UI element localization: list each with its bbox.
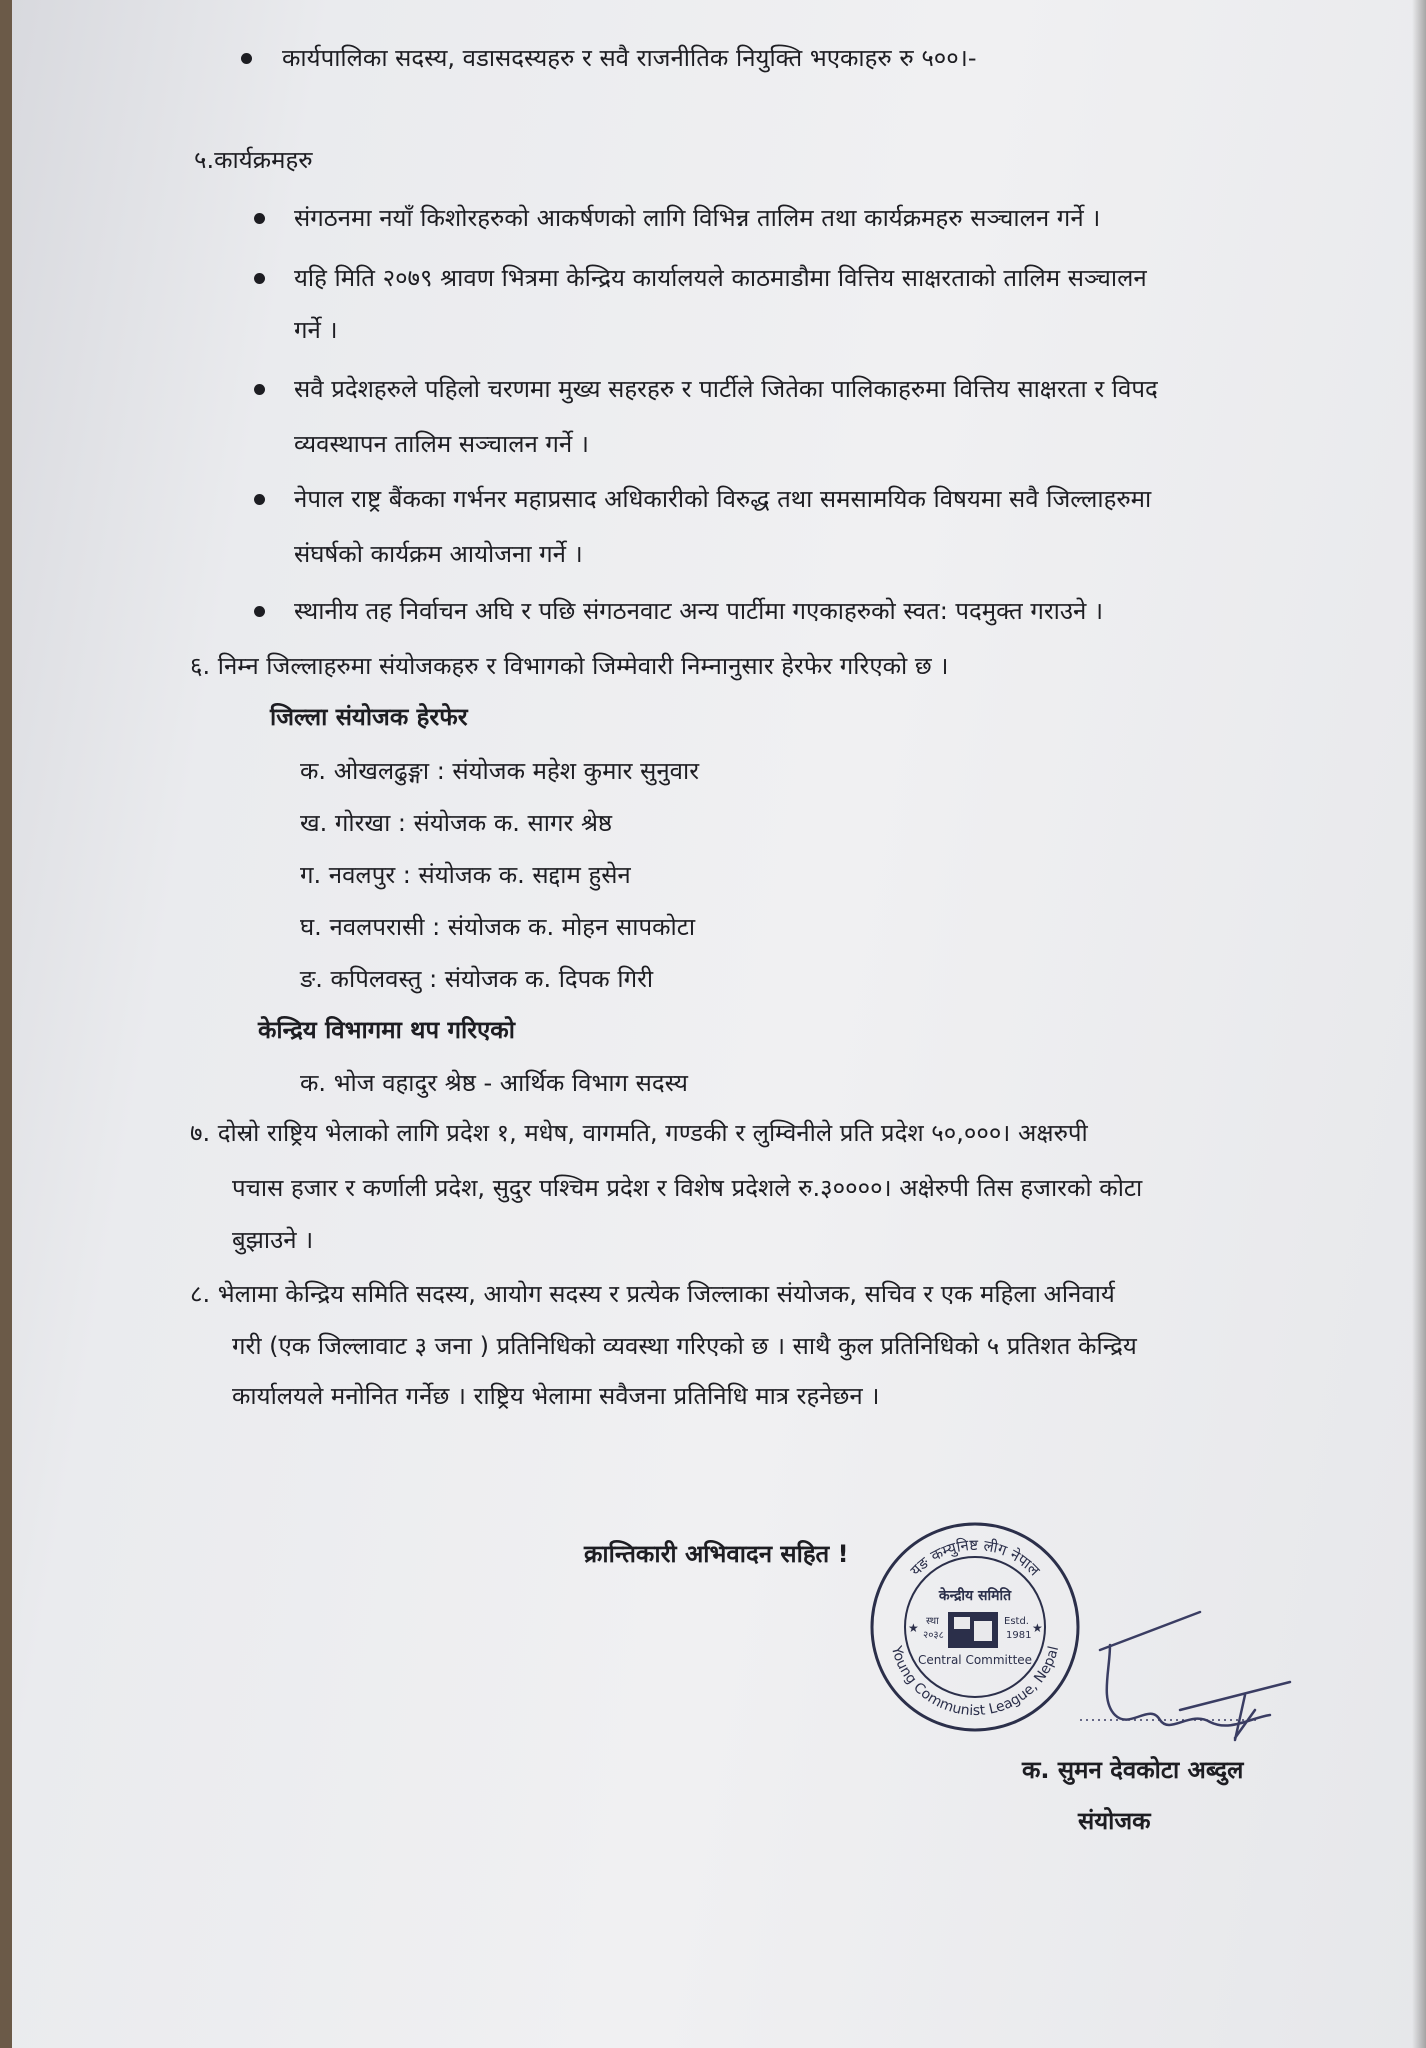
section-7-line-2: पचास हजार र कर्णाली प्रदेश, सुदुर पश्चिम प्रदेश र विशेष प्रदेशले रु.३००००। अक्षेरुपी तिस हजारको कोटा: [232, 1174, 1143, 1202]
signer-title: संयोजक: [1078, 1807, 1151, 1835]
seal-estd-en: Estd.: [1004, 1616, 1029, 1627]
section-6-heading: ६. निम्न जिल्लाहरुमा संयोजकहरु र विभागको जिम्मेवारी निम्नानुसार हेरफेर गरिएको छ ।: [190, 652, 949, 680]
bullet-icon: [254, 384, 265, 395]
district-item-3: ग. नवलपुर : संयोजक क. सद्दाम हुसेन: [300, 861, 631, 889]
bullet-icon: [254, 273, 265, 284]
seal-outer-text-top: यङ कम्युनिष्ट लीग नेपाल: [906, 1535, 1044, 1580]
seal-outer-text-bottom: Young Communist League, Nepal: [887, 1644, 1063, 1720]
section-7-line-1: ७. दोस्रो राष्ट्रिय भेलाको लागि प्रदेश १, मधेष, वागमति, गण्डकी र लुम्विनीले प्रति प्रदेश ५०,०००। अक्षरुपी: [190, 1119, 1088, 1147]
section-5-item-3-line-2: व्यवस्थापन तालिम सञ्चालन गर्ने ।: [294, 430, 589, 458]
seal-year-np: २०३८: [923, 1630, 944, 1641]
handwritten-signature: [1060, 1590, 1300, 1760]
bullet-icon: [254, 606, 265, 617]
section-7-line-3: बुझाउने ।: [232, 1226, 314, 1254]
section-5-item-5: स्थानीय तह निर्वाचन अघि र पछि संगठनवाट अन्य पार्टीमा गएकाहरुको स्वत: पदमुक्त गराउने ।: [294, 597, 1104, 625]
central-department-item-1: क. भोज वहादुर श्रेष्ठ - आर्थिक विभाग सदस्य: [300, 1069, 688, 1097]
seal-estd-np: स्था: [926, 1616, 939, 1627]
section-5-item-4-line-2: संघर्षको कार्यक्रम आयोजना गर्ने ।: [294, 540, 583, 568]
top-bullet-text: कार्यपालिका सदस्य, वडासदस्यहरु र सवै राजनीतिक नियुक्ति भएकाहरु रु ५००।-: [282, 44, 977, 72]
seal-year-en: 1981: [1006, 1630, 1032, 1641]
seal-inner-np: केन्द्रीय समिति: [938, 1588, 1012, 1604]
page-edge-shadow: [1412, 0, 1426, 2048]
section-5-heading: ५.कार्यक्रमहरु: [194, 146, 313, 174]
bullet-icon: [254, 494, 265, 505]
district-item-4: घ. नवलपरासी : संयोजक क. मोहन सापकोटा: [300, 913, 696, 941]
section-8-line-2: गरी (एक जिल्लावाट ३ जना ) प्रतिनिधिको व्यवस्था गरिएको छ । साथै कुल प्रतिनिधिको ५ प्रतिशत केन्द्रिय: [232, 1332, 1137, 1360]
section-5-item-2-line-1: यहि मिति २०७९ श्रावण भित्रमा केन्द्रिय कार्यालयले काठमाडौमा वित्तिय साक्षरताको तालिम सञ्चालन: [294, 264, 1147, 292]
bullet-icon: [241, 53, 252, 64]
svg-text:★: ★: [1032, 1621, 1043, 1635]
central-department-title: केन्द्रिय विभागमा थप गरिएको: [258, 1016, 515, 1044]
svg-text:★: ★: [908, 1621, 919, 1635]
signer-name: क. सुमन देवकोटा अब्दुल: [1022, 1756, 1244, 1784]
organization-seal: [868, 1520, 1082, 1734]
bullet-icon: [254, 213, 265, 224]
seal-inner-en: Central Committee: [917, 1653, 1033, 1667]
district-item-5: ङ. कपिलवस्तु : संयोजक क. दिपक गिरी: [300, 965, 654, 993]
section-8-line-3: कार्यालयले मनोनित गर्नेछ । राष्ट्रिय भेलामा सवैजना प्रतिनिधि मात्र रहनेछन ।: [232, 1382, 880, 1410]
district-item-1: क. ओखलढुङ्गा : संयोजक महेश कुमार सुनुवार: [300, 757, 700, 785]
section-5-item-4-line-1: नेपाल राष्ट्र बैंकका गर्भनर महाप्रसाद अधिकारीको विरुद्ध तथा समसामयिक विषयमा सवै जिल्लाहरुमा: [294, 485, 1152, 513]
closing-greeting: क्रान्तिकारी अभिवादन सहित !: [584, 1540, 849, 1568]
section-5-item-1: संगठनमा नयाँ किशोरहरुको आकर्षणको लागि विभिन्न तालिम तथा कार्यक्रमहरु सञ्चालन गर्ने ।: [294, 204, 1101, 232]
district-title: जिल्ला संयोजक हेरफेर: [270, 703, 468, 731]
district-item-2: ख. गोरखा : संयोजक क. सागर श्रेष्ठ: [300, 809, 613, 837]
section-5-item-2-line-2: गर्ने ।: [294, 316, 338, 344]
section-8-line-1: ८. भेलामा केन्द्रिय समिति सदस्य, आयोग सदस्य र प्रत्येक जिल्लाका संयोजक, सचिव र एक महिला अनिवार्य: [190, 1280, 1115, 1308]
section-5-item-3-line-1: सवै प्रदेशहरुले पहिलो चरणमा मुख्य सहरहरु र पार्टीले जितेका पालिकाहरुमा वित्तिय साक्षरता र विपद: [294, 375, 1158, 403]
